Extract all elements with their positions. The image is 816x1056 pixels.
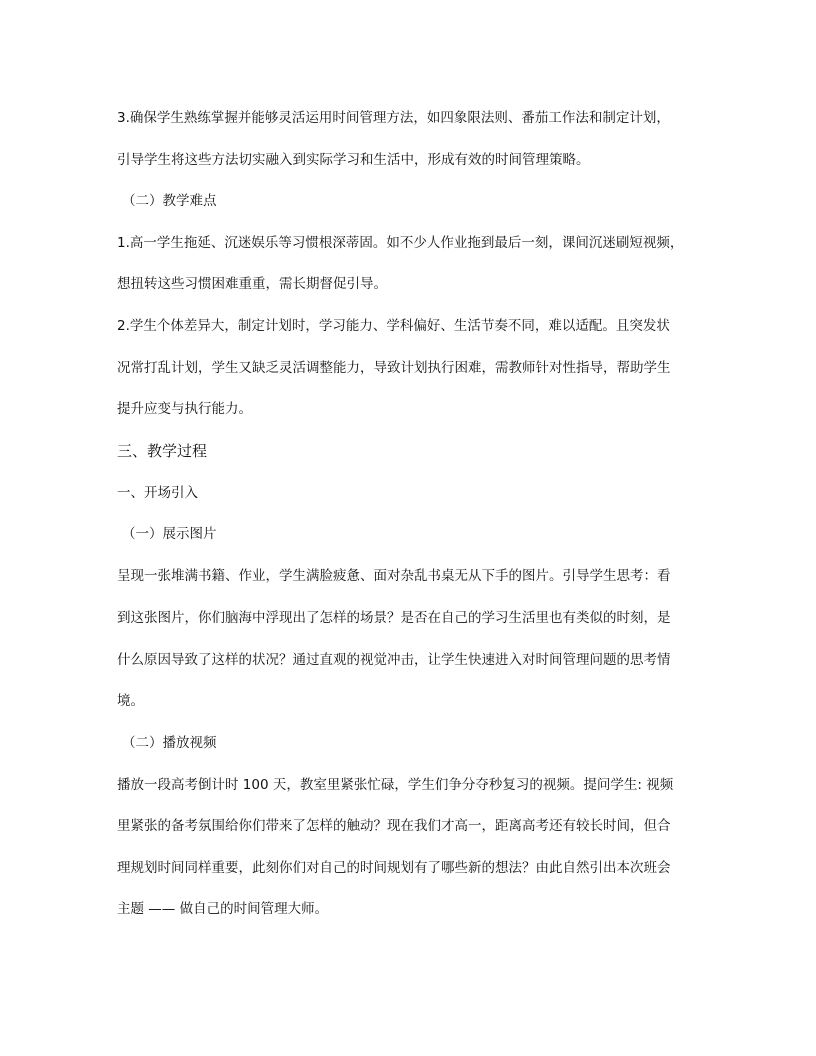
paragraph-difficulty-2-line-1: 2.学生个体差异大，制定计划时，学习能力、学科偏好、生活节奏不同，难以适配。且突发状 xyxy=(117,318,670,334)
paragraph-video-line-3: 理规划时间同样重要，此刻你们对自己的时间规划有了哪些新的想法？由此自然引出本次班会 xyxy=(117,860,671,876)
section-heading-play-video: （二）播放视频 xyxy=(122,735,217,751)
paragraph-picture-line-3: 什么原因导致了这样的状况？通过直观的视觉冲击，让学生快速进入对时间管理问题的思考情 xyxy=(117,652,671,668)
paragraph-difficulty-1-line-1: 1.高一学生拖延、沉迷娱乐等习惯根深蒂固。如不少人作业拖到最后一刻，课间沉迷刷短视频， xyxy=(117,235,684,251)
paragraph-difficulty-1-line-2: 想扭转这些习惯困难重重，需长期督促引导。 xyxy=(117,276,387,292)
paragraph-difficulty-2-line-3: 提升应变与执行能力。 xyxy=(117,401,252,417)
paragraph-picture-line-1: 呈现一张堆满书籍、作业，学生满脸疲惫、面对杂乱书桌无从下手的图片。引导学生思考：看 xyxy=(117,568,671,584)
paragraph-difficulty-2-line-2: 况常打乱计划，学生又缺乏灵活调整能力，导致计划执行困难，需教师针对性指导，帮助学生 xyxy=(117,360,671,376)
paragraph-picture-line-2: 到这张图片，你们脑海中浮现出了怎样的场景？是否在自己的学习生活里也有类似的时刻，是 xyxy=(117,610,671,626)
paragraph-video-line-2: 里紧张的备考氛围给你们带来了怎样的触动？现在我们才高一，距离高考还有较长时间，但合 xyxy=(117,818,671,834)
paragraph-goal-3-line-1: 3.确保学生熟练掌握并能够灵活运用时间管理方法，如四象限法则、番茄工作法和制定计划， xyxy=(117,110,670,126)
heading-teaching-process: 三、教学过程 xyxy=(117,442,208,460)
section-heading-show-picture: （一）展示图片 xyxy=(122,526,217,542)
paragraph-picture-line-4: 境。 xyxy=(117,693,144,709)
paragraph-video-line-4: 主题 —— 做自己的时间管理大师。 xyxy=(117,901,329,917)
paragraph-goal-3-line-2: 引导学生将这些方法切实融入到实际学习和生活中，形成有效的时间管理策略。 xyxy=(117,152,590,168)
section-heading-teaching-difficulties: （二）教学难点 xyxy=(122,193,217,209)
paragraph-video-line-1: 播放一段高考倒计时 100 天，教室里紧张忙碌，学生们争分夺秒复习的视频。提问学生: 视频 xyxy=(117,777,674,793)
heading-opening: 一、开场引入 xyxy=(117,485,198,501)
